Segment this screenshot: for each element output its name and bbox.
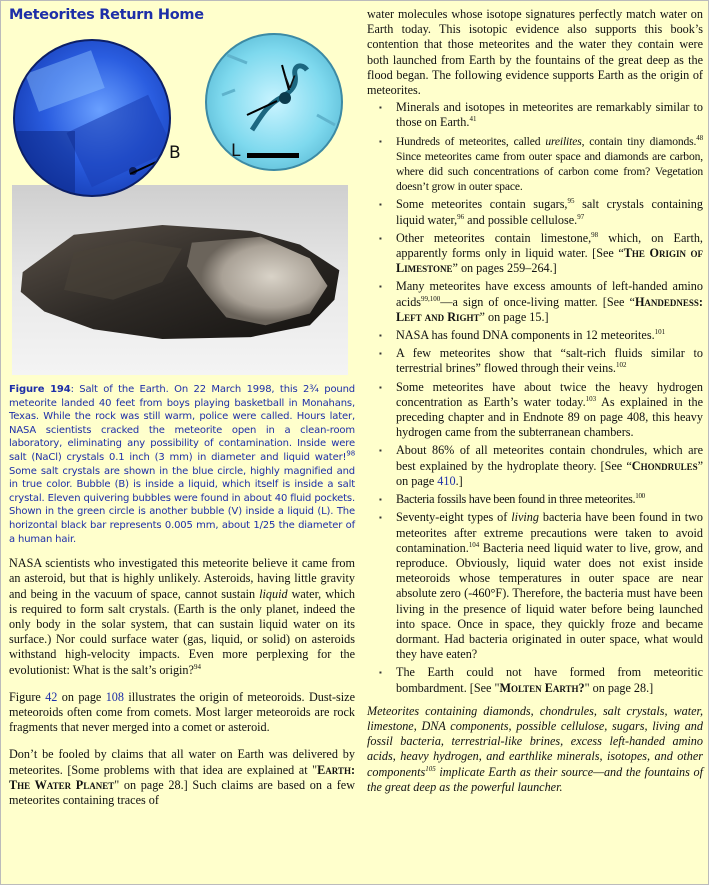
caption-text-2: Some salt crystals are shown in the blue circle, highly magnified and in true color. Bubble (B) is inside a liquid, which itself is inside a salt crystal. Eleven quivering bubbles were found in about 40 fluid pockets. Shown in the green circle is another bubble (V) inside a liquid (L). The horizontal black bar represents 0.005 mm, about 1/25 the diameter of a human hair. [9,465,355,545]
right-column [367,7,703,795]
endnote-ref[interactable]: 103 [585,394,597,403]
blue-circle-salt-crystals [13,39,171,197]
endnote-ref[interactable]: 98 [591,230,599,239]
figure-caption [9,383,355,546]
list-item [367,231,703,277]
label-l: L [231,141,241,161]
section-link[interactable]: The Origin of Limestone [396,246,703,276]
text: ” on pages 259–264.] [452,261,557,276]
text: Bacteria need liquid water to live, grow, and reproduce. Obviously, liquid water does not exist inside meteoroids whose temperatures in outer space are near absolute zero (-460°F). Therefore, the bacteria must have been living in the presence of liquid water before being launched into space. Once in space, they quickly froze and became dormant. Had bacteria originated in outer space, what would they have eaten? [396,540,703,662]
text: and possible cellulose. [464,212,578,227]
paragraph-isotope: water molecules whose isotope signatures perfectly match water on Earth today. This isotopic evidence also supports this book’s contention that those meteorites and the water they contain were both launched from Earth by the fountains of the great deep as the flood began. The following evidence supports Earth as the origin of meteorites. [367,7,703,98]
left-column [9,7,355,808]
text: Hundreds of meteorites, called [396,134,546,148]
label-v: V [284,73,296,93]
text: NASA scientists who investigated this meteorite believe it came from an asteroid, but that is highly unlikely. Asteroids, having little gravity and being in the vacuum of space, cannot sustain [9,556,355,601]
endnote-ref[interactable]: 95 [567,197,575,206]
text: , contain tiny diamonds. [581,134,697,148]
list-item [367,100,703,130]
text: Seventy-eight types of [396,510,512,525]
list-item [367,492,703,507]
text: " on page 28.] Such claims are based on a few meteorites containing traces of [9,777,355,807]
text: Figure [9,689,46,704]
section-link[interactable]: Handedness: Left and Right [396,294,703,324]
figure-link[interactable]: 42 [45,689,58,704]
text-emphasis: living [511,510,539,525]
figure-194 [9,33,351,375]
text: Minerals and isotopes in meteorites are remarkably similar to those on Earth. [396,100,703,130]
caption-label: Figure 194 [9,384,71,395]
section-link[interactable]: Chondrules [631,458,698,473]
text: Bacteria fossils have been found in three meteorites. [396,492,636,507]
paragraph-meteoroids [9,690,355,736]
list-item [367,134,703,195]
list-item [367,443,703,489]
endnote-ref[interactable]: 100 [635,492,645,501]
text: ” on page 15.] [479,309,549,324]
text: water, which is required to form salt crystals. (Earth is the only planet, indeed the only body in the solar system, that can sustain liquid water on its surface.) Nor could surface water (gas, liquid, or solid) on asteroids withstand high-velocity impacts. Even more perplexing for the evolutionist: What is the salt’s origin? [9,586,355,677]
list-item [367,665,703,695]
endnote-ref[interactable]: 99,100 [421,294,441,303]
text: Since meteorites came from outer space and diamonds are carbon, where did such concentrations of carbon come from? Vegetation doesn’t grow in outer space. [396,149,703,194]
list-item [367,197,703,227]
text: About 86% of all meteorites contain chondrules, which are best explained by the hydroplate theory. [See “ [396,443,703,473]
evidence-list [367,100,703,696]
list-item [367,510,703,662]
endnote-ref[interactable]: 104 [468,540,480,549]
text: Don’t be fooled by claims that all water on Earth was delivered by meteorites. [Some problems with that idea are explained at " [9,747,355,777]
endnote-ref[interactable]: 94 [193,662,201,671]
label-b: B [169,143,181,163]
text: Meteorites containing diamonds, chondrules, salt crystals, water, limestone, DNA components, possible cellulose, sugars, living and fossil bacteria, terrestrial-like brines, excess left-handed amino acids, heavy hydrogen, and earthlike minerals, isotopes, and other components [367,703,703,779]
text: which, on Earth, apparently forms only in liquid water. [See “ [396,230,703,261]
list-item [367,328,703,343]
text: NASA has found DNA components in 12 meteorites. [396,328,655,343]
text: Some meteorites contain sugars, [396,197,568,212]
endnote-ref[interactable]: 102 [615,361,627,370]
section-link[interactable]: Earth: The Water Planet [9,762,355,792]
caption-ref: 98 [346,449,355,458]
endnote-ref[interactable]: 101 [654,328,666,336]
endnote-ref[interactable]: 96 [457,212,465,221]
meteorite-rock-image [12,223,352,341]
text: ” on page [396,458,703,488]
text: Many meteorites have excess amounts of left-handed amino acids [396,279,703,309]
text: As explained in the preceding chapter and in Endnote 89 on page 408, this heavy hydrogen came from the subterranean chambers. [396,394,703,440]
text: Some meteorites have about twice the heavy hydrogen concentration as Earth’s water today. [396,379,703,409]
endnote-ref[interactable]: 48 [696,133,703,142]
text: .] [455,473,463,488]
page-link[interactable]: 108 [105,689,124,704]
text: illustrates the origin of meteoroids. Dust-size meteoroids often come from comets. Most larger meteoroids are rock fragments that never merged into a comet or asteroid. [9,689,355,735]
text: salt crystals containing liquid water, [396,197,703,227]
conclusion-paragraph [367,704,703,795]
list-item [367,346,703,376]
section-link[interactable]: Molten Earth? [499,680,585,695]
text: A few meteorites show that “salt-rich fluids similar to terrestrial brines” flowed through their veins. [396,346,703,376]
text: implicate Earth as their source—and the fountains of the great deep as the powerful launcher. [367,764,703,794]
green-circle-bubble [205,33,343,171]
text: on page [57,689,106,704]
endnote-ref[interactable]: 105 [425,764,436,773]
caption-text: : Salt of the Earth. On 22 March 1998, this 2¾ pound meteorite landed 40 feet from boys playing basketball in Monahans, Texas. While the rock was still warm, police were called. Hours later, NASA scientists cracked the meteorite open in a clean-room laboratory, eliminating any possibility of contamination. Inside were salt (NaCl) crystals 0.1 inch (3 mm) in diameter and liquid water! [9,384,356,463]
meteorite-photo [12,185,348,375]
text-emphasis: ureilites [545,134,582,148]
page-link[interactable]: 410 [437,473,456,488]
text: The Earth could not have formed from meteoritic bombardment. [See " [396,665,703,695]
endnote-ref[interactable]: 97 [577,212,585,221]
text: Other meteorites contain limestone, [396,230,592,245]
endnote-ref[interactable]: 41 [469,115,477,124]
text: " on page 28.] [584,680,654,695]
list-item [367,279,703,325]
paragraph-water-claims [9,747,355,808]
page-title: Meteorites Return Home [9,7,204,23]
list-item [367,380,703,441]
text: bacteria have been found in two meteorites after extreme precautions were taken to avoid contamination. [396,510,703,555]
text: —a sign of once-living matter. [See “ [440,294,635,309]
paragraph-asteroid [9,556,355,678]
text-emphasis: liquid [259,586,288,601]
